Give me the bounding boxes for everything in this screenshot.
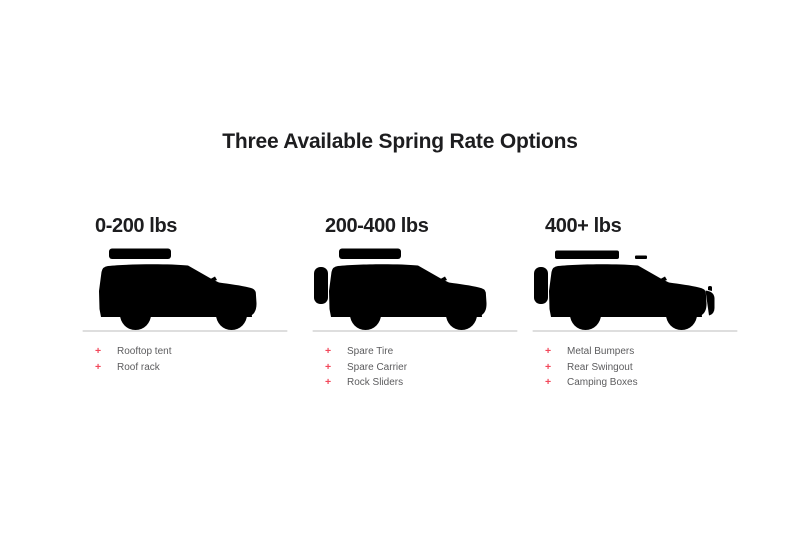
plus-icon: +	[545, 376, 552, 388]
list-item	[325, 344, 407, 360]
feature-label: Rock Sliders	[347, 377, 404, 388]
feature-label: Roof rack	[117, 361, 160, 373]
suv-illustration-rooftop-tent	[81, 243, 289, 335]
list-item	[95, 344, 171, 360]
plus-icon: +	[325, 360, 332, 373]
feature-list	[95, 344, 171, 375]
plus-icon: +	[95, 345, 102, 357]
feature-label: Camping Boxes	[567, 377, 638, 388]
weight-range-heading: 400+ lbs	[545, 215, 622, 237]
feature-list	[325, 344, 407, 391]
option-column-0-200	[95, 214, 315, 373]
option-column-400-plus	[545, 214, 765, 388]
list-item	[325, 360, 407, 376]
suv-illustration-armored	[531, 243, 739, 335]
feature-label: Metal Bumpers	[567, 346, 635, 357]
plus-icon: +	[325, 376, 332, 388]
feature-label: Spare Tire	[347, 346, 394, 357]
list-item	[545, 344, 638, 360]
plus-icon: +	[545, 345, 552, 357]
list-item	[325, 375, 407, 391]
page-title: Three Available Spring Rate Options	[222, 130, 578, 153]
plus-icon: +	[545, 360, 552, 373]
suv-illustration-spare-tire	[311, 243, 519, 335]
plus-icon: +	[325, 345, 332, 357]
weight-range-heading: 200-400 lbs	[325, 215, 429, 237]
option-column-200-400	[325, 214, 545, 388]
list-item	[95, 360, 171, 376]
feature-label: Rooftop tent	[117, 346, 172, 357]
feature-label: Rear Swingout	[567, 361, 633, 373]
list-item	[545, 375, 638, 391]
plus-icon: +	[95, 360, 102, 373]
weight-range-heading: 0-200 lbs	[95, 215, 178, 237]
feature-label: Spare Carrier	[347, 361, 408, 373]
feature-list	[545, 344, 638, 391]
list-item	[545, 360, 638, 376]
